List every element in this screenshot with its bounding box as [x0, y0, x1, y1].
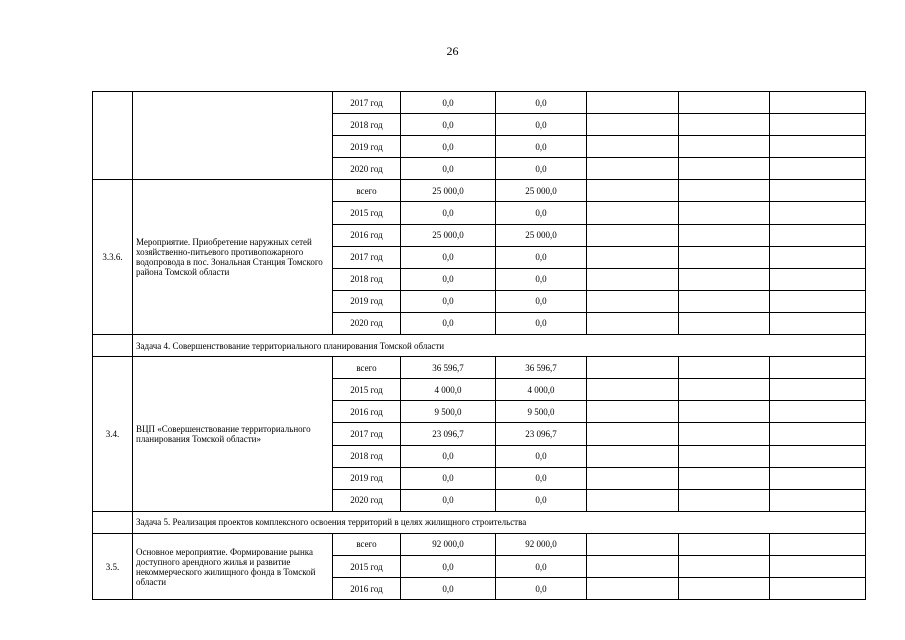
empty-cell — [587, 114, 679, 136]
year-cell: 2016 год — [333, 401, 401, 423]
year-cell: 2017 год — [333, 92, 401, 114]
year-cell: всего — [333, 533, 401, 555]
year-cell: 2015 год — [333, 202, 401, 224]
amount-total-cell: 0,0 — [401, 555, 496, 577]
empty-cell — [679, 312, 770, 334]
amount-budget-cell: 36 596,7 — [496, 357, 587, 379]
amount-total-cell: 25 000,0 — [401, 180, 496, 202]
amount-budget-cell: 0,0 — [496, 136, 587, 158]
empty-cell — [587, 92, 679, 114]
year-cell: 2017 год — [333, 246, 401, 268]
empty-cell — [679, 158, 770, 180]
amount-budget-cell: 0,0 — [496, 445, 587, 467]
year-cell: 2018 год — [333, 114, 401, 136]
empty-cell — [770, 533, 866, 555]
empty-cell — [770, 445, 866, 467]
year-cell: всего — [333, 180, 401, 202]
empty-cell — [587, 246, 679, 268]
amount-total-cell: 4 000,0 — [401, 379, 496, 401]
amount-budget-cell: 0,0 — [496, 290, 587, 312]
year-cell: 2015 год — [333, 379, 401, 401]
amount-total-cell: 0,0 — [401, 467, 496, 489]
amount-total-cell: 9 500,0 — [401, 401, 496, 423]
amount-total-cell: 0,0 — [401, 290, 496, 312]
empty-cell — [679, 467, 770, 489]
empty-cell — [770, 158, 866, 180]
empty-cell — [587, 555, 679, 577]
amount-budget-cell: 9 500,0 — [496, 401, 587, 423]
empty-cell — [679, 246, 770, 268]
amount-total-cell: 0,0 — [401, 578, 496, 600]
year-cell: 2017 год — [333, 423, 401, 445]
empty-cell — [679, 578, 770, 600]
amount-total-cell: 0,0 — [401, 114, 496, 136]
amount-total-cell: 25 000,0 — [401, 224, 496, 246]
empty-cell — [770, 246, 866, 268]
empty-cell — [587, 357, 679, 379]
item-name: ВЦП «Совершенствование территориального планирования Томской области» — [133, 357, 333, 512]
empty-cell — [587, 489, 679, 511]
year-cell: 2018 год — [333, 445, 401, 467]
task-heading: Задача 5. Реализация проектов комплексного освоения территорий в целях жилищного строительства — [133, 511, 866, 533]
amount-total-cell: 23 096,7 — [401, 423, 496, 445]
empty-cell — [679, 224, 770, 246]
year-cell: 2018 год — [333, 268, 401, 290]
empty-cell — [587, 180, 679, 202]
empty-cell — [679, 92, 770, 114]
item-number — [93, 92, 133, 180]
amount-budget-cell: 0,0 — [496, 555, 587, 577]
empty-cell — [679, 379, 770, 401]
year-cell: 2020 год — [333, 489, 401, 511]
item-name — [133, 92, 333, 180]
empty-cell — [587, 224, 679, 246]
empty-cell — [770, 423, 866, 445]
empty-cell — [770, 290, 866, 312]
task-heading: Задача 4. Совершенствование территориального планирования Томской области — [133, 335, 866, 357]
page-number: 26 — [446, 44, 459, 58]
year-cell: всего — [333, 357, 401, 379]
amount-budget-cell: 4 000,0 — [496, 379, 587, 401]
amount-budget-cell: 92 000,0 — [496, 533, 587, 555]
table-body — [93, 92, 866, 600]
table-row — [93, 533, 866, 555]
empty-cell — [587, 158, 679, 180]
empty-cell — [679, 489, 770, 511]
empty-cell — [770, 92, 866, 114]
amount-budget-cell: 0,0 — [496, 578, 587, 600]
year-cell: 2019 год — [333, 467, 401, 489]
empty-cell — [770, 114, 866, 136]
amount-budget-cell: 25 000,0 — [496, 180, 587, 202]
task-row — [93, 511, 866, 533]
empty-cell — [587, 423, 679, 445]
amount-total-cell: 0,0 — [401, 202, 496, 224]
empty-cell — [770, 180, 866, 202]
empty-cell — [587, 312, 679, 334]
empty-cell — [770, 578, 866, 600]
item-number: 3.3.6. — [93, 180, 133, 335]
amount-total-cell: 0,0 — [401, 312, 496, 334]
year-cell: 2015 год — [333, 555, 401, 577]
amount-total-cell: 0,0 — [401, 489, 496, 511]
amount-budget-cell: 0,0 — [496, 268, 587, 290]
amount-total-cell: 0,0 — [401, 92, 496, 114]
amount-total-cell: 0,0 — [401, 268, 496, 290]
item-number: 3.5. — [93, 533, 133, 599]
amount-budget-cell: 0,0 — [496, 158, 587, 180]
year-cell: 2019 год — [333, 290, 401, 312]
amount-budget-cell: 0,0 — [496, 312, 587, 334]
empty-cell — [679, 114, 770, 136]
amount-total-cell: 0,0 — [401, 136, 496, 158]
empty-cell — [587, 136, 679, 158]
empty-cell — [770, 467, 866, 489]
empty-cell — [679, 202, 770, 224]
year-cell: 2020 год — [333, 312, 401, 334]
amount-budget-cell: 23 096,7 — [496, 423, 587, 445]
item-number: 3.4. — [93, 357, 133, 512]
empty-cell — [770, 202, 866, 224]
item-name: Основное мероприятие. Формирование рынка доступного арендного жилья и развитие некоммерческого жилищного фонда в Томской области — [133, 533, 333, 599]
amount-budget-cell: 0,0 — [496, 246, 587, 268]
table-row — [93, 180, 866, 202]
empty-cell — [679, 290, 770, 312]
empty-cell — [770, 224, 866, 246]
empty-cell — [770, 489, 866, 511]
empty-cell — [679, 423, 770, 445]
year-cell: 2019 год — [333, 136, 401, 158]
empty-cell — [587, 533, 679, 555]
item-name: Мероприятие. Приобретение наружных сетей хозяйственно-питьевого противопожарного водопровода в пос. Зональная Станция Томского района Томской области — [133, 180, 333, 335]
empty-cell — [587, 268, 679, 290]
empty-cell — [587, 401, 679, 423]
empty-cell — [679, 357, 770, 379]
empty-cell — [679, 180, 770, 202]
empty-cell — [770, 357, 866, 379]
year-cell: 2016 год — [333, 224, 401, 246]
task-number-cell — [93, 511, 133, 533]
amount-budget-cell: 0,0 — [496, 489, 587, 511]
amount-budget-cell: 0,0 — [496, 467, 587, 489]
empty-cell — [587, 290, 679, 312]
empty-cell — [770, 136, 866, 158]
amount-total-cell: 0,0 — [401, 246, 496, 268]
empty-cell — [679, 445, 770, 467]
task-number-cell — [93, 335, 133, 357]
empty-cell — [587, 202, 679, 224]
empty-cell — [770, 401, 866, 423]
empty-cell — [587, 379, 679, 401]
empty-cell — [770, 379, 866, 401]
empty-cell — [679, 401, 770, 423]
task-row — [93, 335, 866, 357]
amount-budget-cell: 25 000,0 — [496, 224, 587, 246]
amount-total-cell: 92 000,0 — [401, 533, 496, 555]
year-cell: 2016 год — [333, 578, 401, 600]
empty-cell — [679, 268, 770, 290]
empty-cell — [770, 268, 866, 290]
empty-cell — [770, 555, 866, 577]
amount-total-cell: 36 596,7 — [401, 357, 496, 379]
table-row — [93, 92, 866, 114]
amount-budget-cell: 0,0 — [496, 202, 587, 224]
empty-cell — [679, 136, 770, 158]
empty-cell — [679, 533, 770, 555]
empty-cell — [587, 445, 679, 467]
amount-total-cell: 0,0 — [401, 158, 496, 180]
amount-budget-cell: 0,0 — [496, 92, 587, 114]
table-row — [93, 357, 866, 379]
empty-cell — [679, 555, 770, 577]
amount-budget-cell: 0,0 — [496, 114, 587, 136]
empty-cell — [587, 578, 679, 600]
amount-total-cell: 0,0 — [401, 445, 496, 467]
budget-table — [92, 91, 866, 600]
year-cell: 2020 год — [333, 158, 401, 180]
empty-cell — [770, 312, 866, 334]
empty-cell — [587, 467, 679, 489]
